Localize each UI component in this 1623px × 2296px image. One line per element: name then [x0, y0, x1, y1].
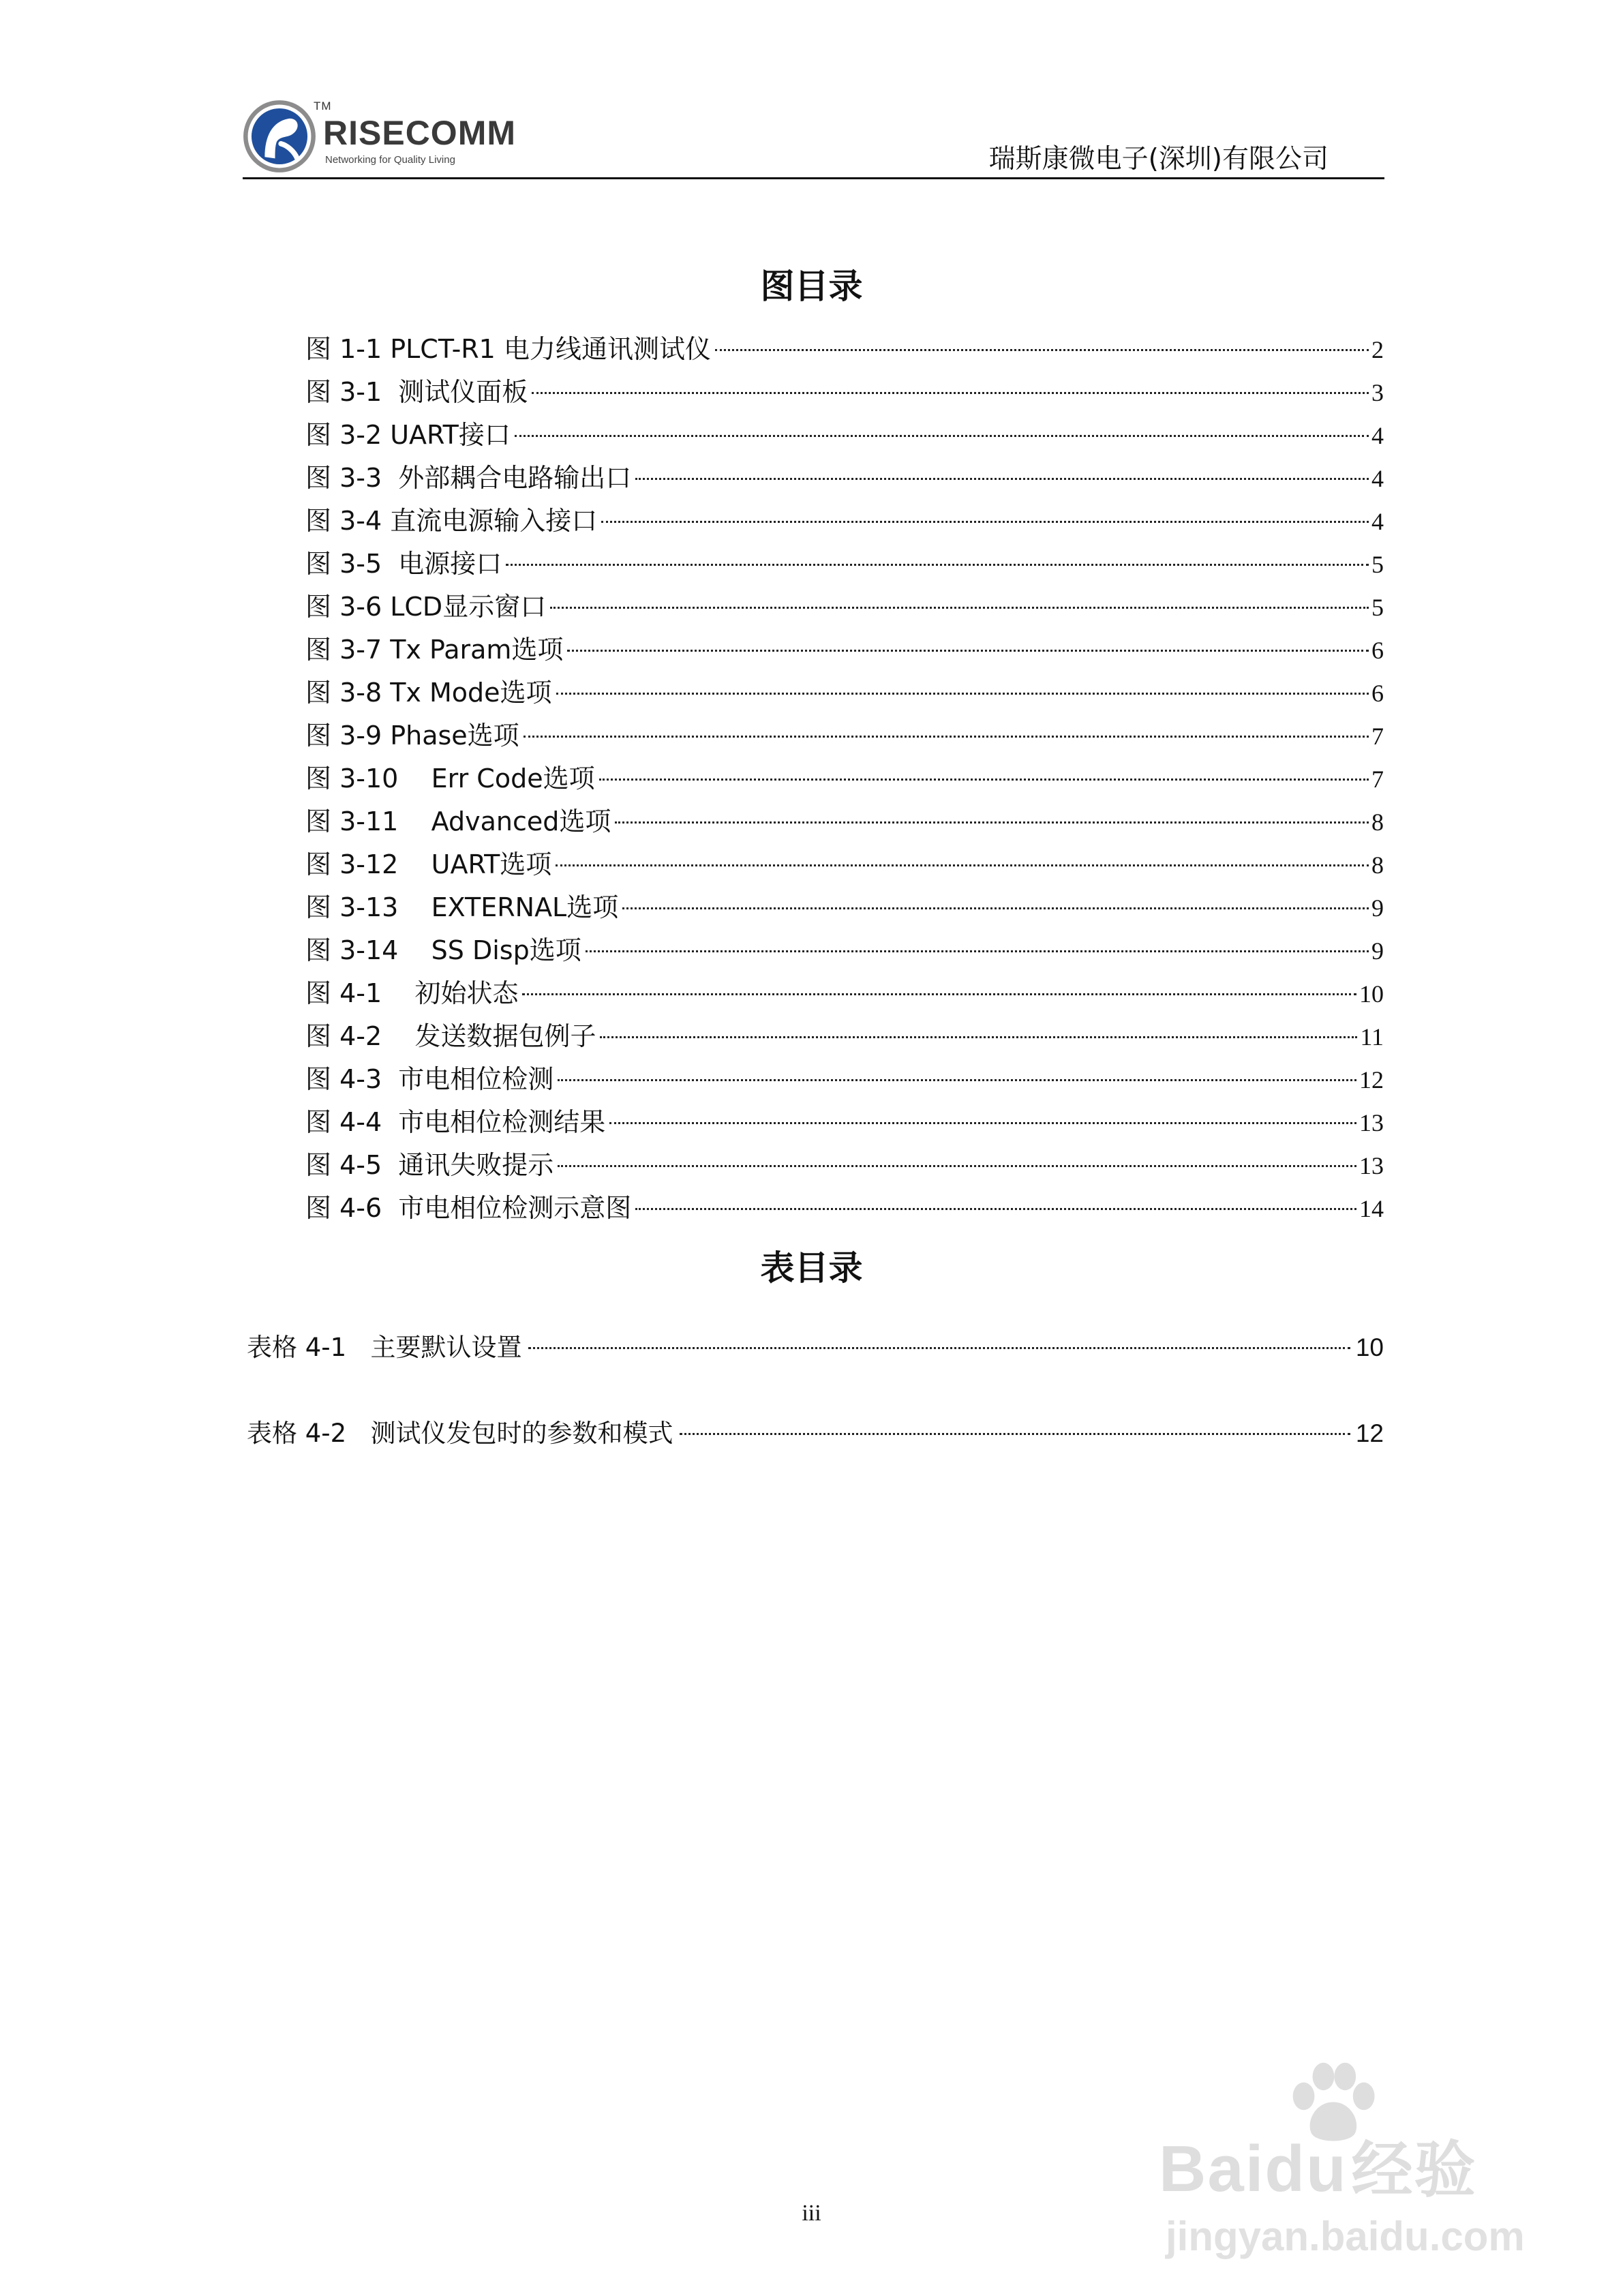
figure-entry-label: 图 3-14 SS Disp选项	[305, 935, 581, 965]
figure-entry-label: 图 1-1 PLCT-R1 电力线通讯测试仪	[305, 334, 711, 364]
figure-entry-label: 图 3-12 UART选项	[305, 849, 552, 879]
figure-entry-label: 图 3-2 UART接口	[305, 420, 511, 450]
figure-entry-label: 图 3-6 LCD显示窗口	[305, 592, 547, 622]
figure-entry[interactable]	[305, 586, 1384, 629]
figure-entry-label: 图 3-4 直流电源输入接口	[305, 506, 598, 536]
figure-entry-page: 14	[1359, 1195, 1384, 1222]
baidu-jingyan-watermark	[1159, 2059, 1541, 2263]
figure-entry[interactable]	[305, 800, 1384, 843]
watermark-brand-bai: Bai	[1159, 2132, 1265, 2205]
dot-leader	[558, 1079, 1356, 1081]
figure-entry-label: 图 3-13 EXTERNAL选项	[305, 892, 619, 922]
figure-entry[interactable]	[305, 714, 1384, 757]
watermark-brand	[1159, 2120, 1477, 2209]
figure-entry-page: 12	[1359, 1066, 1384, 1093]
figure-entry-label: 图 4-1 初始状态	[305, 978, 519, 1008]
table-list	[247, 1325, 1384, 1497]
figure-entry-label: 图 3-5 电源接口	[305, 549, 502, 579]
figure-entry-label: 图 4-4 市电相位检测结果	[305, 1107, 606, 1137]
figure-entry[interactable]	[305, 543, 1384, 586]
figure-entry-page: 4	[1371, 508, 1384, 535]
figure-entry[interactable]	[305, 929, 1384, 972]
figure-entry-page: 11	[1360, 1023, 1384, 1051]
dot-leader	[550, 607, 1369, 609]
header-divider	[243, 177, 1384, 179]
figure-entry-label: 图 3-7 Tx Param选项	[305, 635, 564, 665]
figure-entry-page: 8	[1371, 851, 1384, 879]
dot-leader	[680, 1433, 1350, 1435]
table-entry-label: 表格 4-2 测试仪发包时的参数和模式	[247, 1419, 673, 1448]
figure-entry[interactable]	[305, 457, 1384, 500]
figure-entry-page: 2	[1371, 336, 1384, 363]
figure-entry-page: 8	[1371, 809, 1384, 836]
dot-leader	[635, 1208, 1356, 1210]
figure-list	[305, 328, 1384, 1230]
logo-brand-text: RISECOMM	[323, 114, 516, 152]
dot-leader	[715, 349, 1369, 351]
figure-entry[interactable]	[305, 757, 1384, 800]
figure-entry[interactable]	[305, 972, 1384, 1015]
figure-entry[interactable]	[305, 671, 1384, 714]
figure-entry-page: 13	[1359, 1152, 1384, 1179]
figure-entry-label: 图 3-10 Err Code选项	[305, 764, 595, 794]
dot-leader	[567, 650, 1369, 652]
figure-entry-label: 图 3-1 测试仪面板	[305, 377, 528, 407]
watermark-suffix: 经验	[1351, 2136, 1477, 2205]
figure-entry-page: 7	[1371, 723, 1384, 750]
figure-entry-label: 图 3-11 Advanced选项	[305, 806, 611, 836]
dot-leader	[522, 993, 1356, 995]
dot-leader	[515, 435, 1369, 437]
figure-entry[interactable]	[305, 629, 1384, 671]
company-name: 瑞斯康微电子(深圳)有限公司	[988, 144, 1329, 175]
dot-leader	[609, 1122, 1356, 1124]
figure-entry[interactable]	[305, 1101, 1384, 1144]
dot-leader	[524, 736, 1369, 738]
figure-entry-page: 13	[1359, 1109, 1384, 1136]
table-entry[interactable]	[247, 1325, 1384, 1411]
dot-leader	[600, 1036, 1357, 1038]
dot-leader	[601, 521, 1369, 523]
figure-entry-page: 3	[1371, 379, 1384, 406]
logo-tagline: Networking for Quality Living	[325, 154, 455, 166]
figure-entry[interactable]	[305, 1187, 1384, 1230]
dot-leader	[635, 478, 1369, 480]
figure-entry-label: 图 3-8 Tx Mode选项	[305, 678, 552, 708]
figure-entry-page: 9	[1371, 937, 1384, 965]
watermark-brand-du: du	[1264, 2132, 1348, 2205]
table-entry-page: 12	[1355, 1419, 1384, 1447]
figure-entry-page: 5	[1371, 594, 1384, 621]
dot-leader	[599, 779, 1369, 781]
figure-entry-page: 5	[1371, 551, 1384, 578]
figure-entry[interactable]	[305, 886, 1384, 929]
figure-entry-label: 图 4-2 发送数据包例子	[305, 1021, 596, 1051]
figure-entry[interactable]	[305, 371, 1384, 414]
trademark-mark: TM	[314, 100, 332, 112]
table-entry-page: 10	[1355, 1333, 1384, 1361]
figure-entry-label: 图 4-3 市电相位检测	[305, 1064, 554, 1094]
figure-entry-page: 10	[1359, 980, 1384, 1008]
dot-leader	[556, 864, 1369, 866]
dot-leader	[622, 907, 1369, 909]
figure-entry[interactable]	[305, 500, 1384, 543]
figure-entry[interactable]	[305, 328, 1384, 371]
figure-entry-label: 图 3-3 外部耦合电路输出口	[305, 463, 632, 493]
table-entry-label: 表格 4-1 主要默认设置	[247, 1333, 522, 1362]
dot-leader	[586, 950, 1369, 952]
page-number: iii	[802, 2201, 821, 2226]
figure-entry-page: 4	[1371, 422, 1384, 449]
figure-entry[interactable]	[305, 1144, 1384, 1187]
table-entry[interactable]	[247, 1411, 1384, 1497]
watermark-url: jingyan.baidu.com	[1166, 2214, 1525, 2259]
figure-entry-page: 6	[1371, 680, 1384, 707]
figure-entry-page: 7	[1371, 766, 1384, 793]
dot-leader	[532, 392, 1369, 394]
figure-entry-page: 4	[1371, 465, 1384, 492]
figure-entry-label: 图 4-6 市电相位检测示意图	[305, 1193, 632, 1223]
dot-leader	[615, 821, 1369, 824]
risecomm-logo-icon	[243, 100, 316, 173]
figure-entry-label: 图 3-9 Phase选项	[305, 721, 519, 751]
figure-entry-label: 图 4-5 通讯失败提示	[305, 1150, 554, 1180]
figure-entry-page: 9	[1371, 894, 1384, 922]
dot-leader	[506, 564, 1369, 566]
dot-leader	[556, 693, 1369, 695]
figure-entry[interactable]	[305, 414, 1384, 457]
figure-entry[interactable]	[305, 1058, 1384, 1101]
figure-entry-page: 6	[1371, 637, 1384, 664]
dot-leader	[528, 1347, 1350, 1349]
figure-entry[interactable]	[305, 1015, 1384, 1058]
company-logo	[243, 95, 536, 177]
figures-title: 图目录	[760, 267, 863, 306]
figure-entry[interactable]	[305, 843, 1384, 886]
dot-leader	[558, 1165, 1356, 1167]
tables-title: 表目录	[760, 1248, 863, 1288]
